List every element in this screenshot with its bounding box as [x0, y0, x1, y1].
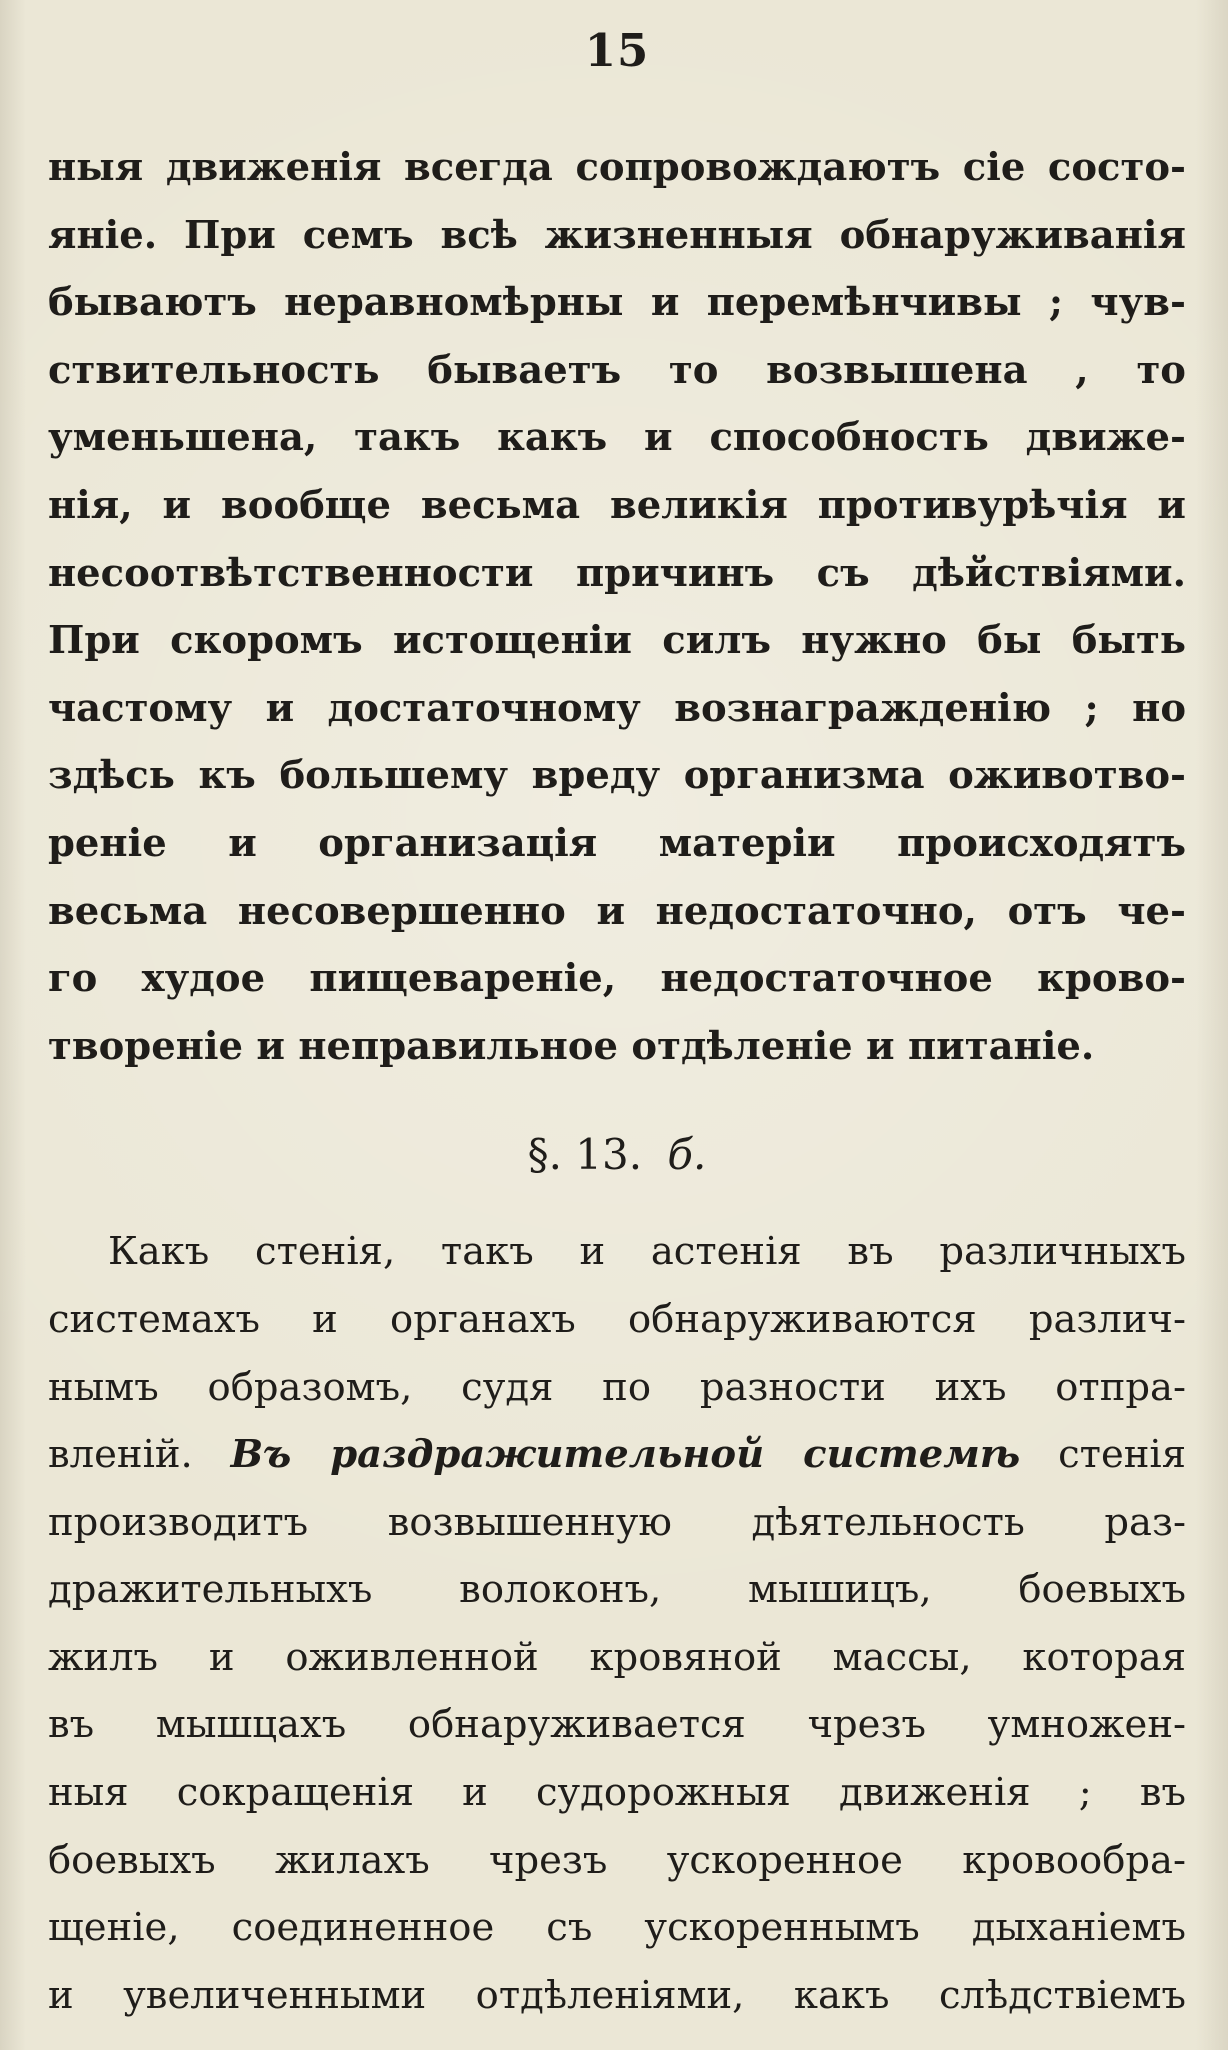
paragraph-line: производитъ возвышенную дѣятельность раз- — [48, 1499, 1186, 1545]
paragraph-line: нія, и вообще весьма великія противурѣчія и — [48, 482, 1186, 528]
paragraph-line: щеніе, соединенное съ ускореннымъ дыханіемъ — [48, 1905, 1186, 1951]
paragraph-line: го худое пищевареніе, недостаточное крово- — [48, 956, 1186, 1002]
paragraph-line: боевыхъ жилахъ чрезъ ускоренное кровообра- — [48, 1837, 1186, 1883]
paragraph-line: уменьшена, такъ какъ и способность движе- — [48, 415, 1186, 461]
paragraph-line-mixed — [48, 1421, 1186, 1489]
paragraph-line: несоотвѣтственности причинъ съ дѣйствіями. — [48, 550, 1186, 596]
line4-prefix: вленій. — [48, 1432, 193, 1478]
line4-suffix: стенія — [1058, 1432, 1186, 1478]
paragraph-line: жилъ и оживленной кровяной массы, которая — [48, 1634, 1186, 1680]
paragraph-line: и увеличенными отдѣленіями, какъ слѣдствіемъ — [48, 1972, 1186, 2018]
paragraph-line: ныя движенія всегда сопровождаютъ сіе состо- — [48, 145, 1186, 190]
paragraph-line: ныя сокращенія и судорожныя движенія ; въ — [48, 1770, 1186, 1816]
paragraph-line: дражительныхъ волоконъ, мышицъ, боевыхъ — [48, 1567, 1186, 1613]
paragraph-line: въ мышцахъ обнаруживается чрезъ умножен- — [48, 1702, 1186, 1748]
paragraph-line: здѣсь къ большему вреду организма оживотво- — [48, 753, 1186, 799]
paragraph-line: весьма несовершенно и недостаточно, отъ че- — [48, 888, 1186, 934]
paragraph-line: нымъ образомъ, судя по разности ихъ отпра- — [48, 1364, 1186, 1410]
paragraph-line: Какъ стенія, такъ и астенія въ различныхъ — [108, 1229, 1186, 1275]
line4-italic: Въ раздражительной системѣ — [230, 1432, 1021, 1478]
section-heading — [48, 1122, 1186, 1188]
paragraph-line: ствительность бываетъ то возвышена , то — [48, 347, 1186, 393]
section-heading-letter: б. — [667, 1130, 707, 1180]
paragraph-line: реніе и организація матеріи происходятъ — [48, 820, 1186, 866]
page-number: 15 — [584, 24, 650, 77]
paragraph-line: твореніе и неправильное отдѣленіе и питаніе. — [48, 1023, 1095, 1069]
bottom-paragraph — [48, 1218, 1186, 2029]
paragraph-line: системахъ и органахъ обнаруживаются различ- — [48, 1296, 1186, 1342]
paragraph-line: частому и достаточному вознагражденію ; но — [48, 685, 1186, 731]
top-paragraph — [48, 134, 1186, 1080]
paragraph-line: яніе. При семъ всѣ жизненныя обнаруживанія — [48, 212, 1186, 258]
section-heading-symbol: §. 13. — [527, 1130, 643, 1180]
paragraph-line: При скоромъ истощеніи силъ нужно бы быть — [48, 618, 1186, 664]
paragraph-line: бываютъ неравномѣрны и перемѣнчивы ; чув- — [48, 280, 1186, 326]
